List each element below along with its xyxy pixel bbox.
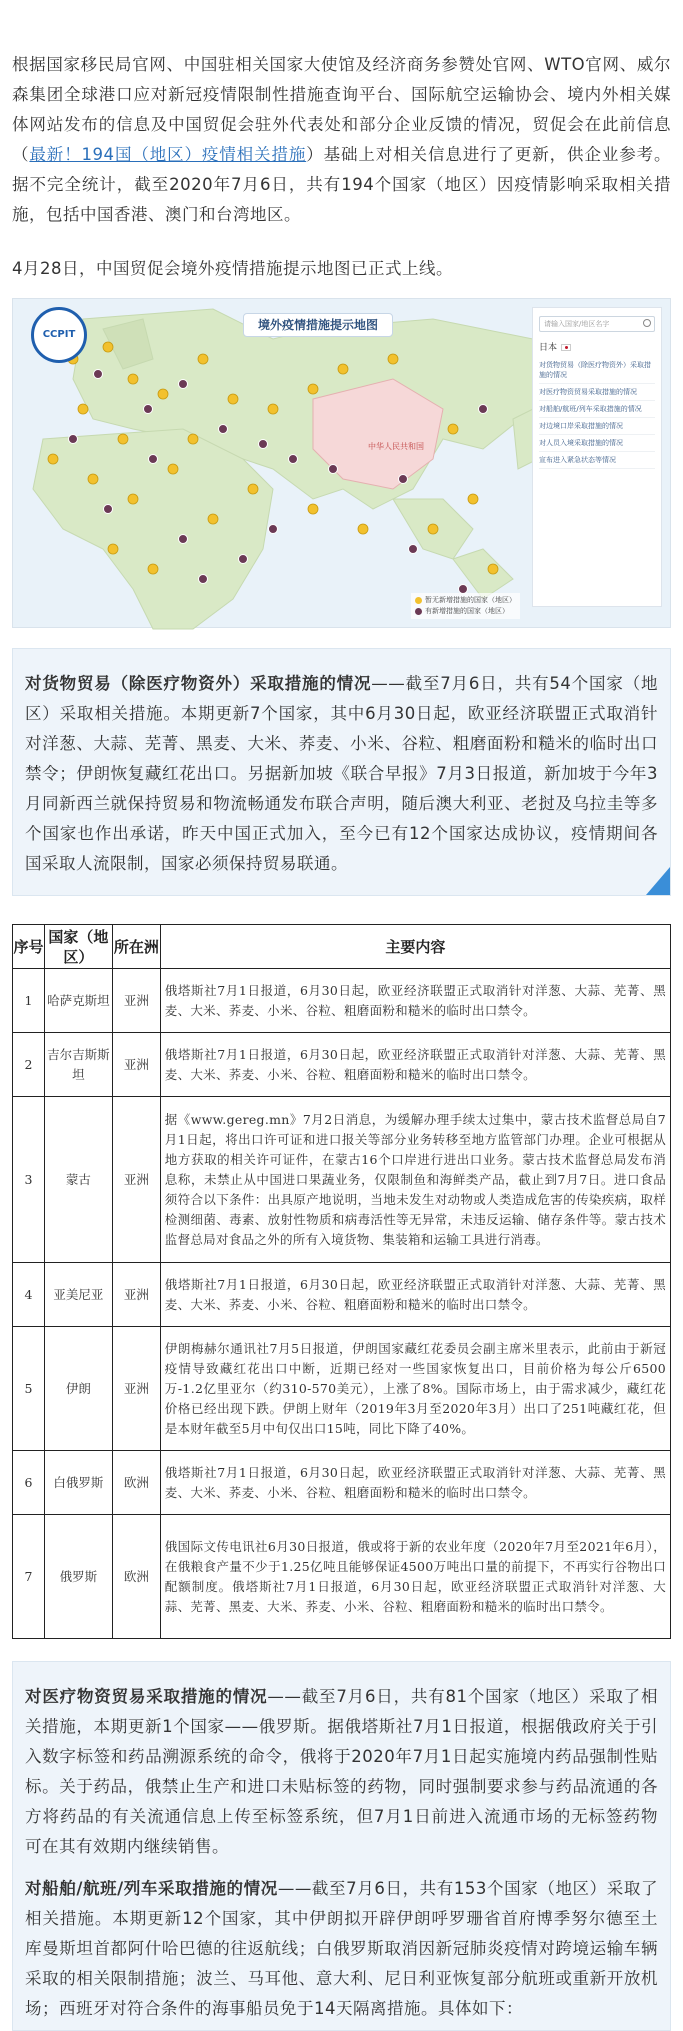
legend-new: 有新增措施的国家（地区） xyxy=(415,606,516,617)
row-content: 伊朗梅赫尔通讯社7月5日报道，伊朗国家藏红花委员会副主席米里表示，此前由于新冠疫情导致藏红花出口中断，近期已经对一些国家恢复出口，目前价格为每公斤6500万-1.2亿里亚尔（约310-570美元），上涨了8%。国际市场上，由于需求减少，藏红花价格已经出现下跌。伊朗上财年（2019年3月至2020年3月）出口了251吨藏红花，但是本财年截至5月中旬仅出口15吨，同比下降了40%。 xyxy=(160,1327,670,1451)
table-row xyxy=(13,1097,671,1263)
legend-no-new: 暂无新增措施的国家（地区） xyxy=(415,595,516,606)
medical-heading: 对医疗物资贸易采取措施的情况 xyxy=(25,1687,268,1706)
row-continent: 亚洲 xyxy=(112,969,160,1033)
panel-item-entry[interactable]: 对人员入境采取措施的情况 xyxy=(539,435,655,452)
row-country: 俄罗斯 xyxy=(44,1515,112,1639)
corner-decoration xyxy=(646,867,670,895)
row-content: 俄塔斯社7月1日报道，6月30日起，欧亚经济联盟正式取消针对洋葱、大蒜、芜菁、黑麦、大米、荞麦、小米、谷粒、粗磨面粉和糙米的临时出口禁令。 xyxy=(160,969,670,1033)
header-country: 国家（地区） xyxy=(44,925,112,969)
header-no: 序号 xyxy=(13,925,45,969)
table-row xyxy=(13,1263,671,1327)
header-continent: 所在洲 xyxy=(112,925,160,969)
goods-trade-paragraph xyxy=(13,669,670,879)
row-country: 蒙古 xyxy=(44,1097,112,1263)
row-continent: 欧洲 xyxy=(112,1451,160,1515)
row-content: 俄塔斯社7月1日报道，6月30日起，欧亚经济联盟正式取消针对洋葱、大蒜、芜菁、黑麦、大米、荞麦、小米、谷粒、粗磨面粉和糙米的临时出口禁令。 xyxy=(160,1033,670,1097)
panel-item-medical[interactable]: 对医疗物资贸易采取措施的情况 xyxy=(539,384,655,401)
epidemic-measures-map[interactable] xyxy=(12,298,671,628)
goods-measures-table xyxy=(12,924,671,1639)
table-row xyxy=(13,1327,671,1451)
medical-text: ——截至7月6日，共有81个国家（地区）采取了相关措施，本期更新1个国家——俄罗斯。据俄塔斯社7月1日报道，根据俄政府关于引入数字标签和药品溯源系统的命令，俄将于2020年7月1日起实施境内药品强制性贴标。关于药品，俄禁止生产和进口未贴标签的药物，同时强制要求参与药品流通的各方将药品的有关流通信息上传至标签系统，但7月1日前进入流通市场的无标签药物可在其有效期内继续销售。 xyxy=(25,1687,658,1856)
table-row xyxy=(13,969,671,1033)
transport-paragraph xyxy=(13,1874,670,2024)
row-no: 3 xyxy=(13,1097,45,1263)
medical-paragraph xyxy=(13,1682,670,1862)
row-continent: 亚洲 xyxy=(112,1097,160,1263)
article xyxy=(0,50,683,2018)
intro-text-2: ）基础上对相关信息进行了更新，供企业参考。据不完全统计，截至2020年7月6日，共有194个国家（地区）因疫情影响采取相关措施，包括中国香港、澳门和台湾地区。 xyxy=(12,145,671,224)
medical-and-transport-box xyxy=(12,1661,671,2031)
row-content: 俄塔斯社7月1日报道，6月30日起，欧亚经济联盟正式取消针对洋葱、大蒜、芜菁、黑麦、大米、荞麦、小米、谷粒、粗磨面粉和糙米的临时出口禁令。 xyxy=(160,1451,670,1515)
row-no: 1 xyxy=(13,969,45,1033)
map-legend xyxy=(411,593,520,619)
row-no: 4 xyxy=(13,1263,45,1327)
china-map-label: 中华人民共和国 xyxy=(368,442,424,451)
search-icon[interactable] xyxy=(643,319,651,327)
row-content: 据《www.gereg.mn》7月2日消息，为缓解办理手续太过集中，蒙古技术监督总局自7月1日起，将出口许可证和进口报关等部分业务转移至地方监管部门办理。企业可根据从地方获取的相关许可证件，在蒙古16个口岸进行进出口业务。蒙古技术监督总局发布消息称，未禁止从中国进口果蔬业务，仅限制鱼和海鲜类产品，截止到7月7日。进口食品须符合以下条件：出具原产地说明，当地未发生对动物或人类造成危害的传染疾病，取样检测细菌、毒素、放射性物质和病毒活性等无异常，未违反运输、储存条件等。蒙古技术监督总局对食品之外的所有入境货物、集装箱和运输工具进行消毒。 xyxy=(160,1097,670,1263)
row-no: 5 xyxy=(13,1327,45,1451)
intro-paragraph xyxy=(0,50,683,230)
intro-text-1: 根据国家移民局官网、中国驻相关国家大使馆及经济商务参赞处官网、WTO官网、威尔森集团全球港口应对新冠疫情限制性措施查询平台、国际航空运输协会、境内外相关媒体网站发布的信息及中国贸促会驻外代表处和部分企业反馈的情况，贸促会在此前信息（ xyxy=(12,55,671,164)
map-title: 境外疫情措施提示地图 xyxy=(243,313,393,337)
row-continent: 欧洲 xyxy=(112,1515,160,1639)
map-launch-text: 4月28日，中国贸促会境外疫情措施提示地图已正式上线。 xyxy=(12,259,453,278)
transport-heading: 对船舶/航班/列车采取措施的情况 xyxy=(25,1879,278,1898)
row-country: 哈萨克斯坦 xyxy=(44,969,112,1033)
panel-item-goods[interactable]: 对货物贸易（除医疗物资外）采取措施的情况 xyxy=(539,357,655,384)
ccpit-logo: CCPIT xyxy=(31,307,87,363)
row-continent: 亚洲 xyxy=(112,1327,160,1451)
previous-info-link[interactable]: 最新！194国（地区）疫情相关措施 xyxy=(29,145,307,164)
table-row xyxy=(13,1515,671,1639)
row-no: 6 xyxy=(13,1451,45,1515)
selected-country: 日本 xyxy=(539,340,655,353)
measure-category-list xyxy=(533,357,661,469)
transport-text: ——截至7月6日，共有153个国家（地区）采取了相关措施。本期更新12个国家，其中伊朗拟开辟伊朗呼罗珊省首府博季努尔德至土库曼斯坦首都阿什哈巴德的往返航线；白俄罗斯取消因新冠肺炎疫情对跨境运输车辆采取的相关限制措施；波兰、马耳他、意大利、尼日利亚恢复部分航班或重新开放机场；西班牙对符合条件的海事船员免于14天隔离措施。具体如下： xyxy=(25,1879,658,2018)
row-country: 吉尔吉斯斯坦 xyxy=(44,1033,112,1097)
row-country: 白俄罗斯 xyxy=(44,1451,112,1515)
row-content: 俄塔斯社7月1日报道，6月30日起，欧亚经济联盟正式取消针对洋葱、大蒜、芜菁、黑麦、大米、荞麦、小米、谷粒、粗磨面粉和糙米的临时出口禁令。 xyxy=(160,1263,670,1327)
panel-item-transport[interactable]: 对船舶/航班/列车采取措施的情况 xyxy=(539,401,655,418)
japan-flag-icon xyxy=(561,344,571,351)
panel-item-emergency[interactable]: 宣布进入紧急状态等情况 xyxy=(539,452,655,469)
goods-trade-text: ——截至7月6日，共有54个国家（地区）采取相关措施。本期更新7个国家，其中6月30日起，欧亚经济联盟正式取消针对洋葱、大蒜、芜菁、黑麦、大米、荞麦、小米、谷粒、粗磨面粉和糙米的临时出口禁令；伊朗恢复藏红花出口。另据新加坡《联合早报》7月3日报道，新加坡于今年3月同新西兰就保持贸易和物流畅通发布联合声明，随后澳大利亚、老挝及乌拉圭等多个国家也作出承诺，昨天中国正式加入，至今已有12个国家达成协议，疫情期间各国采取人流限制，国家必须保持贸易联通。 xyxy=(25,674,659,873)
row-continent: 亚洲 xyxy=(112,1033,160,1097)
table-row xyxy=(13,1033,671,1097)
row-no: 2 xyxy=(13,1033,45,1097)
map-side-panel xyxy=(532,307,662,607)
header-content: 主要内容 xyxy=(160,925,670,969)
search-placeholder: 请输入国家/地区名字 xyxy=(544,320,610,328)
row-country: 伊朗 xyxy=(44,1327,112,1451)
country-search-input[interactable] xyxy=(539,316,655,332)
table-row xyxy=(13,1451,671,1515)
goods-trade-heading: 对货物贸易（除医疗物资外）采取措施的情况 xyxy=(25,674,372,693)
row-no: 7 xyxy=(13,1515,45,1639)
goods-trade-box xyxy=(12,648,671,896)
row-content: 俄国际文传电讯社6月30日报道，俄或将于新的农业年度（2020年7月至2021年6月），在俄粮食产量不少于1.25亿吨且能够保证4500万吨出口量的前提下，不再实行谷物出口配额制度。俄塔斯社7月1日报道，6月30日起，欧亚经济联盟正式取消针对洋葱、大蒜、芜菁、黑麦、大米、荞麦、小米、谷粒、粗磨面粉和糙米的临时出口禁令。 xyxy=(160,1515,670,1639)
row-continent: 亚洲 xyxy=(112,1263,160,1327)
table-header-row xyxy=(13,925,671,969)
panel-item-border[interactable]: 对边境口岸采取措施的情况 xyxy=(539,418,655,435)
row-country: 亚美尼亚 xyxy=(44,1263,112,1327)
